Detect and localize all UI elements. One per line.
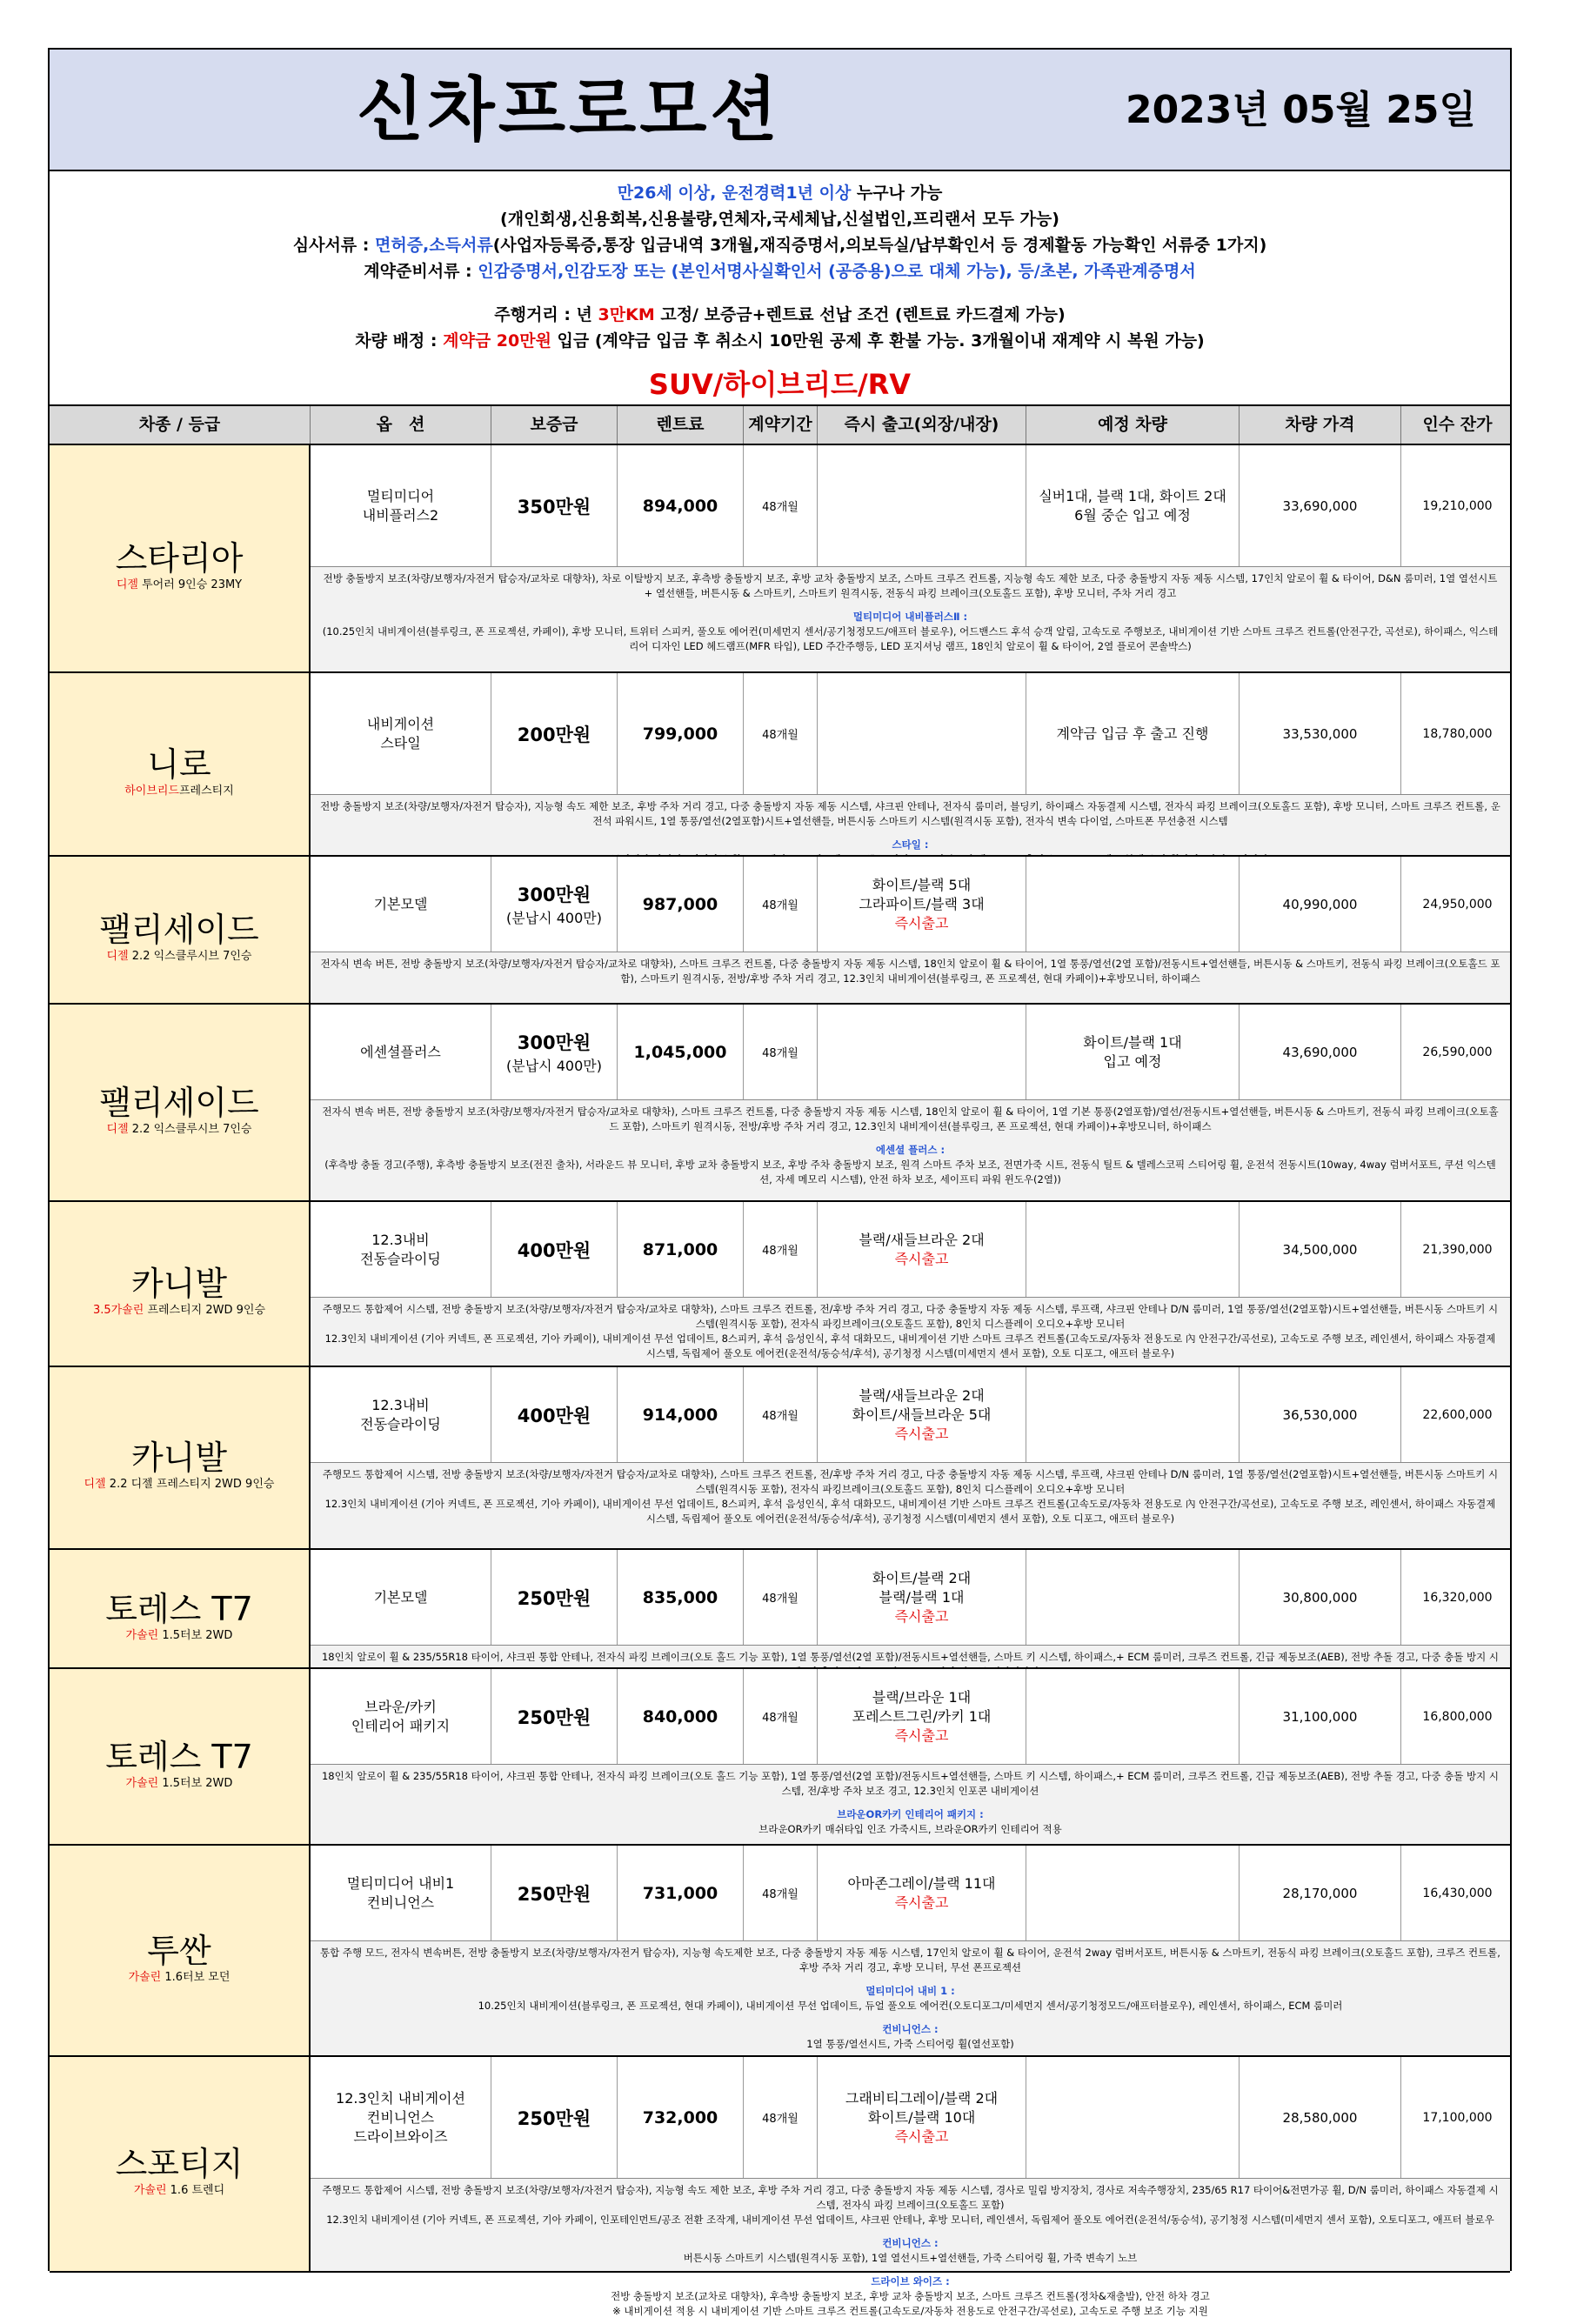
scheduled-vehicle-cell: [1026, 1202, 1240, 1297]
deposit-installment: (분납시 400만): [506, 1058, 602, 1074]
cell-line: 내비게이션: [366, 715, 435, 732]
model-trim: [50, 1626, 309, 1642]
package-description: 12.3인치 내비게이션 (기아 커넥트, 폰 프로젝션, 기아 카페이, 인포테인먼트/공조 전환 조작계, 내비게이션 무선 업데이트, 샤크핀 안테나, 후방 모니터, 레인센서, 독립제어 풀오토 에어컨(운전석/동승석), 공기청정 시스템(미세먼지 센서 포함), 오토디포그, 애프터 블로우: [326, 2214, 1494, 2226]
term-cell: 48개월: [744, 2057, 818, 2178]
model-trim: [50, 1967, 309, 1984]
option-cell: [311, 1550, 491, 1645]
package-description: 주행모드 통합제어 시스템, 전방 충돌방지 보조(차량/보행자/자전거 탑승자/교차로 대향차), 스마트 크루즈 컨트롤, 전/후방 주차 거리 경고, 다중 충돌방지 자동 제동 시스템, 루프랙, 샤크핀 안테나 D/N 룸미러, 1열 통풍/열선(2열포함)시트+열선핸들, 버튼시동 스마트키 시스템(원격시동 포함), 전자식 파킹브레이크(오토홀드 포함), 8인치 디스플레이 오디오+후방 모니터: [322, 1468, 1499, 1495]
cell-line: 에센셜플러스: [360, 1043, 441, 1060]
package-heading: 멀티미디어 내비 1 :: [865, 1985, 955, 1997]
promotion-sheet: [48, 48, 1512, 2317]
header-deposit: 보증금: [491, 406, 618, 444]
cell-line: 그라파이트/블랙 3대: [859, 895, 985, 912]
option-details: [311, 1298, 1510, 1366]
package-heading: 스타일 :: [892, 838, 929, 851]
deposit-cell: [491, 1367, 618, 1462]
cell-line: 블랙/블랙 1대: [879, 1588, 965, 1606]
vehicle-price-cell: 30,800,000: [1240, 1550, 1401, 1645]
header-scheduled: 예정 차량: [1026, 406, 1240, 444]
immediate-stock-cell: [818, 2057, 1026, 2178]
option-details: [311, 952, 1510, 1003]
term-cell: 48개월: [744, 1367, 818, 1462]
fuel-type: 가솔린: [125, 1776, 159, 1790]
cell-line: 화이트/블랙 5대: [872, 876, 972, 893]
spec-line: [311, 445, 1510, 567]
package-description: 전방 충돌방지 보조(교차로 대향차), 후측방 충돌방지 보조, 후방 교차 충돌방지 보조, 스마트 크루즈 컨트롤(정차&재출발), 안전 하차 경고: [611, 2290, 1210, 2302]
fuel-type: 가솔린: [128, 1970, 162, 1984]
details-gap: [319, 2266, 1501, 2274]
package-heading: 브라운OR카키 인테리어 패키지 :: [837, 1808, 984, 1820]
term-cell: 48개월: [744, 1669, 818, 1764]
contract-docs-text: 인감증명서,인감도장 또는 (본인서명사실확인서 (공증용)으로 대체 가능), 등/초본, 가족관계증명서: [478, 262, 1196, 281]
vehicle-price-cell: 40,990,000: [1240, 857, 1401, 952]
title-bar: [50, 50, 1510, 171]
vehicle-row: [50, 1367, 1510, 1550]
vehicle-price-cell: 31,100,000: [1240, 1669, 1401, 1764]
scheduled-vehicle-cell: [1026, 1367, 1240, 1462]
deposit-cell: [491, 1669, 618, 1764]
cell-line: 입고 예정: [1103, 1052, 1162, 1070]
spec-line: [311, 673, 1510, 795]
spec-line: [311, 1669, 1510, 1765]
allocation-highlight: 계약금 20만원: [443, 331, 551, 351]
option-cell: [311, 857, 491, 952]
vehicle-row: [50, 2057, 1510, 2317]
header-model: 차종 / 등급: [50, 406, 311, 444]
residual-value-cell: 16,430,000: [1422, 1886, 1493, 1900]
trim-text: 투어러 9인승 23MY: [137, 578, 243, 591]
residual-value-cell: 21,390,000: [1422, 1242, 1493, 1257]
cell-line: 12.3인치 내비게이션: [336, 2089, 465, 2107]
package-description: 통합 주행 모드, 전자식 변속버튼, 전방 충돌방지 보조(차량/보행자/자전거 탑승자), 지능형 속도제한 보조, 다중 충돌방지 자동 제동 시스템, 17인치 알로이 휠 & 타이어, 운전석 2way 럼버서포트, 버튼시동 & 스마트키, 전동식 파킹 브레이크(오토홀드 포함), 크루즈 컨트롤, 후방 주차 거리 경고, 후방 모니터, 무선 폰프로젝션: [320, 1947, 1500, 1973]
deposit-cell: [491, 673, 618, 794]
deposit-cell: [491, 1846, 618, 1940]
allocation-text: 입금 (계약금 입금 후 취소시 10만원 공제 후 환불 가능. 3개월이내 재계약 시 복원 가능): [551, 331, 1205, 351]
rent-cell: 987,000: [618, 857, 744, 952]
model-cell: [50, 857, 311, 1003]
spec-line: [311, 857, 1510, 952]
residual-value-cell: 22,600,000: [1422, 1407, 1493, 1422]
cell-line: 포레스트그린/카키 1대: [852, 1707, 992, 1725]
eligibility-text: 누구나 가능: [851, 184, 943, 203]
package-description: 버튼시동 스마트키 시스템(원격시동 포함), 1열 열선시트+열선핸들, 가죽 스티어링 휠, 가죽 변속기 노브: [683, 2252, 1138, 2264]
deposit-cell: [491, 2057, 618, 2178]
option-details: [311, 1646, 1510, 1667]
allocation-label: 차량 배정 :: [355, 331, 444, 351]
model-cell: [50, 1202, 311, 1366]
cell-line: 화이트/블랙 1대: [1083, 1033, 1182, 1051]
rent-cell: 894,000: [618, 445, 744, 566]
vehicle-price-cell: 33,530,000: [1240, 673, 1401, 794]
residual-value-cell: 18,780,000: [1422, 726, 1493, 741]
scheduled-vehicle-cell: [1026, 1550, 1240, 1645]
spec-line: [311, 1550, 1510, 1646]
model-name: 토레스 T7: [105, 1589, 253, 1628]
rent-cell: 840,000: [618, 1669, 744, 1764]
cell-line: 화이트/블랙 2대: [872, 1569, 972, 1586]
model-cell: [50, 1669, 311, 1844]
option-details: [311, 1463, 1510, 1548]
package-description: (10.25인치 내비게이션(블루링크, 폰 프로젝션, 카페이), 후방 모니터, 트위터 스피커, 풀오토 에어컨(미세먼지 센서/공기청정모드/애프터 블로우), 어드밴스드 후석 승객 알림, 고속도로 주행보조, 내비게이션 기반 스마트 크루즈 컨트롤(안전구간, 곡선로), 하이패스, 익스테리어 디자인 LED 헤드램프(MFR 타입), LED 주간주행등, LED 포지셔닝 램프, 18인치 알로이 휠 & 타이어, 2열 플로어 콘솔박스): [322, 625, 1499, 652]
cell-line: 12.3내비: [371, 1231, 430, 1248]
deposit-value: 250만원: [517, 1706, 591, 1728]
immediate-stock-cell: [818, 1846, 1026, 1940]
immediate-release-label: 즉시출고: [894, 914, 949, 932]
model-name: 카니발: [130, 1439, 228, 1477]
model-trim: [50, 575, 309, 591]
mileage-highlight: 3만KM: [598, 305, 655, 324]
cell-line: 아마존그레이/블랙 11대: [847, 1874, 996, 1892]
option-cell: [311, 673, 491, 794]
cell-line: 스타일: [380, 734, 421, 751]
model-cell: [50, 1367, 311, 1548]
conditions-section: [50, 171, 1510, 406]
header-term: 계약기간: [744, 406, 818, 444]
model-trim: [50, 1773, 309, 1790]
scheduled-vehicle-cell: [1026, 857, 1240, 952]
package-description: 18인치 알로이 휠 & 235/55R18 타이어, 샤크핀 통합 안테나, 전자식 파킹 브레이크(오토 홀드 기능 포함), 1열 통풍/열선(2열 포함)/전동시트+열선핸들, 스마트 키 시스템, 하이패스,+ ECM 룸미러, 크루즈 컨트롤, 긴급 제동보조(AEB), 전방 추돌 경고, 다중 충돌 방지 시: [321, 1651, 1500, 1663]
residual-value-cell: 26,590,000: [1422, 1045, 1493, 1059]
mileage-label: 주행거리 : 년: [494, 305, 598, 324]
contract-docs-line: [50, 258, 1510, 282]
trim-text: 2.2 익스클루시브 7인승: [128, 1122, 252, 1136]
vehicle-row: [50, 1846, 1510, 2057]
deposit-cell: [491, 445, 618, 566]
model-name: 팰리세이드: [99, 1083, 259, 1122]
immediate-stock-cell: [818, 1005, 1026, 1099]
cell-line: 기본모델: [373, 1588, 428, 1606]
package-description: 12.3인치 내비게이션 (기아 커넥트, 폰 프로젝션, 기아 카페이), 내비게이션 무선 업데이트, 8스피커, 후석 음성인식, 후석 대화모드, 내비게이션 기반 스마트 크루즈 컨트롤(고속도로/자동차 전용도로 內 안전구간/곡선로), 고속도로 주행 보조, 레인센서, 하이패스 자동결제 시스템, 독립제어 풀오토 에어컨(운전석/동승석/후석), 공기청정 시스템(미세먼지 센서 포함), 오토 디포그, 애프터 블로우): [324, 1498, 1496, 1525]
term-cell: 48개월: [744, 1846, 818, 1940]
eligibility-line: [50, 180, 1510, 204]
cell-line: 계약금 입금 후 출고 진행: [1056, 725, 1209, 742]
rent-cell: 799,000: [618, 673, 744, 794]
cell-line: 멀티미디어 내비1: [346, 1874, 455, 1892]
header-immediate: 즉시 출고(외장/내장): [818, 406, 1026, 444]
option-details: [311, 1100, 1510, 1200]
header-rent: 렌트료: [618, 406, 744, 444]
model-cell: [50, 445, 311, 671]
immediate-release-label: 즉시출고: [894, 1726, 949, 1744]
cell-line: 전동슬라이딩: [360, 1415, 441, 1432]
option-cell: [311, 445, 491, 566]
vehicle-price-cell: 34,500,000: [1240, 1202, 1401, 1297]
fuel-type: 하이브리드: [124, 784, 179, 798]
model-trim: [50, 1300, 309, 1317]
package-heading: 드라이브 와이즈 :: [871, 2275, 950, 2287]
vehicle-price-cell: 43,690,000: [1240, 1005, 1401, 1099]
residual-value-cell: 16,320,000: [1422, 1590, 1493, 1605]
spec-line: [311, 1367, 1510, 1463]
deposit-cell: [491, 1550, 618, 1645]
trim-text: 1.5터보 2WD: [158, 1776, 233, 1790]
vehicle-row: [50, 1202, 1510, 1367]
details-gap: [319, 829, 1501, 838]
vehicle-row: [50, 1550, 1510, 1669]
table-header: [50, 406, 1510, 445]
term-cell: 48개월: [744, 445, 818, 566]
immediate-release-label: 즉시출고: [894, 1893, 949, 1911]
package-description: 브라운OR카키 매쉬타입 인조 가죽시트, 브라운OR카키 인테리어 적용: [758, 1823, 1062, 1835]
model-trim: [50, 2180, 309, 2197]
vehicle-price-cell: 36,530,000: [1240, 1367, 1401, 1462]
fuel-type: 가솔린: [133, 2184, 167, 2197]
fuel-type: 가솔린: [125, 1628, 159, 1642]
scheduled-vehicle-cell: [1026, 2057, 1240, 2178]
cell-line: 컨비니언스: [366, 1893, 435, 1911]
option-cell: [311, 1367, 491, 1462]
cell-line: 내비플러스2: [362, 506, 439, 524]
immediate-stock-cell: [818, 673, 1026, 794]
model-trim: [50, 1119, 309, 1136]
model-cell: [50, 673, 311, 855]
vehicle-row: [50, 445, 1510, 673]
eligibility-highlight: 만26세 이상, 운전경력1년 이상: [617, 184, 852, 203]
package-heading: 에센셜 플러스 :: [875, 1144, 946, 1156]
option-cell: [311, 2057, 491, 2178]
package-description: 18인치 알로이 휠 & 235/55R18 타이어, 샤크핀 통합 안테나, 전자식 파킹 브레이크(오토 홀드 기능 포함), 1열 통풍/열선(2열 포함)/전동시트+열선핸들, 스마트 키 시스템, 하이패스,+ ECM 룸미러, 크루즈 컨트롤, 긴급 제동보조(AEB), 전방 추돌 경고, 다중 충돌 방지 시스템, 전/후방 주차 보조 경고, 12.3인치 인포콘 내비게이션: [321, 1770, 1500, 1797]
deposit-value: 300만원: [517, 1032, 591, 1053]
cell-line: 기본모델: [373, 895, 428, 912]
model-cell: [50, 1550, 311, 1667]
rent-cell: 914,000: [618, 1367, 744, 1462]
model-name: 토레스 T7: [105, 1737, 253, 1776]
term-cell: 48개월: [744, 1005, 818, 1099]
residual-value-cell: 19,210,000: [1422, 498, 1493, 513]
package-heading: 컨비니언스 :: [882, 2023, 939, 2035]
spec-line: [311, 1005, 1510, 1100]
residual-value-cell: 17,100,000: [1422, 2110, 1493, 2125]
model-name: 스포티지: [115, 2145, 244, 2183]
mileage-text: 고정/ 보증금+렌트료 선납 조건 (렌트료 카드결제 가능): [654, 305, 1066, 324]
trim-text: 1.6 트렌디: [166, 2184, 225, 2197]
cell-line: 실버1대, 블랙 1대, 화이트 2대: [1039, 487, 1226, 504]
fuel-type: 디젤: [84, 1478, 106, 1491]
review-docs-line: [50, 232, 1510, 256]
package-heading: 멀티미디어 내비플러스Ⅱ :: [852, 611, 968, 623]
cell-line: 그래비티그레이/블랙 2대: [845, 2089, 999, 2107]
page-title: 신차프로모션: [357, 70, 781, 150]
deposit-cell: [491, 1005, 618, 1099]
spec-line: [311, 1202, 1510, 1298]
deposit-cell: [491, 1202, 618, 1297]
immediate-stock-cell: [818, 857, 1026, 952]
option-cell: [311, 1005, 491, 1099]
immediate-stock-cell: [818, 1669, 1026, 1764]
details-gap: [319, 2013, 1501, 2022]
cell-line: 화이트/새들브라운 5대: [852, 1406, 992, 1423]
cell-line: 컨비니언스: [366, 2108, 435, 2126]
eligibility-note: (개인회생,신용회복,신용불량,연체자,국세체납,신설법인,프리랜서 모두 가능): [500, 210, 1059, 229]
package-description: 전방 충돌방지 보조(차량/보행자/자전거 탑승자/교차로 대향차), 차로 이탈방지 보조, 후측방 충돌방지 보조, 후방 교차 충돌방지 보조, 스마트 크루즈 컨트롤, 지능형 속도 제한 보조, 다중 충돌방지 자동 제동 시스템, 17인치 알로이 휠 & 타이어, D&N 룸미러, 1열 열선시트+ 열선핸들, 버튼시동 & 스마트키, 스마트키 원격시동, 전동식 파킹 브레이크(오토홀드 포함), 후방 모니터, 주차 거리 경고: [323, 572, 1498, 599]
term-cell: 48개월: [744, 673, 818, 794]
scheduled-vehicle-cell: [1026, 1005, 1240, 1099]
package-heading: 컨비니언스 :: [882, 2237, 939, 2249]
package-description: 전자식 변속 버튼, 전방 충돌방지 보조(차량/보행자/자전거 탑승자/교차로 대향차), 스마트 크루즈 컨트롤, 다중 충돌방지 자동 제동 시스템, 18인치 알로이 휠 & 타이어, 1열 통풍/열선(2열 포함)/전동시트+열선핸들, 버튼시동 & 스마트키, 전동식 파킹 브레이크(오토홀드 포함), 스마트키 원격시동, 전방/후방 주차 거리 경고, 12.3인치 내비게이션(블루링크, 폰 프로젝션, 현대 카페이)+후방모니터, 하이패스: [320, 958, 1500, 985]
model-name: 투싼: [147, 1931, 211, 1970]
rent-cell: 871,000: [618, 1202, 744, 1297]
spec-line: [311, 2057, 1510, 2179]
option-details: [311, 795, 1510, 855]
immediate-stock-cell: [818, 1367, 1026, 1462]
immediate-release-label: 즉시출고: [894, 1425, 949, 1442]
vehicle-row: [50, 1669, 1510, 1846]
scheduled-vehicle-cell: [1026, 1669, 1240, 1764]
allocation-line: [50, 328, 1510, 351]
details-gap: [319, 2227, 1501, 2236]
vehicle-row: [50, 857, 1510, 1005]
package-description: ※ 내비게이션 적용 시 내비게이션 기반 스마트 크루즈 컨트롤(고속도로/자동차 전용도로 안전구간/곡선로), 고속도로 주행 보조 기능 지원: [612, 2305, 1208, 2317]
deposit-value: 200만원: [517, 724, 591, 745]
cell-line: 12.3내비: [371, 1396, 430, 1413]
option-details: [311, 1765, 1510, 1844]
package-description: (후측방 충돌 경고(주행), 후측방 충돌방지 보조(전진 출차), 서라운드 뷰 모니터, 후방 교차 충돌방지 보조, 후방 주차 충돌방지 보조, 원격 스마트 주차 보조, 전면가죽 시트, 전동식 틸트 & 텔레스코픽 스티어링 휠, 운전석 전동시트(10way, 4way 럼버서포트, 쿠션 익스텐션, 자세 메모리 시스템), 안전 하차 보조, 세이프티 파워 윈도우(2열)): [324, 1159, 1496, 1185]
deposit-value: 300만원: [517, 885, 591, 905]
scheduled-vehicle-cell: [1026, 1846, 1240, 1940]
package-description: 12.3인치 내비게이션 (기아 커넥트, 폰 프로젝션, 기아 카페이), 내비게이션 무선 업데이트, 8스피커, 후석 음성인식, 후석 대화모드, 내비게이션 기반 스마트 크루즈 컨트롤(고속도로/자동차 전용도로 內 안전구간/곡선로), 고속도로 주행 보조, 레인센서, 하이패스 자동결제 시스템, 독립제어 풀오토 에어컨(운전석/동승석/후석), 공기청정 시스템(미세먼지 센서 포함), 오토 디포그, 애프터 블로우): [324, 1332, 1496, 1359]
deposit-value: 250만원: [517, 1587, 591, 1609]
deposit-installment: (분납시 400만): [506, 910, 602, 926]
option-cell: [311, 1846, 491, 1940]
rent-cell: 732,000: [618, 2057, 744, 2178]
model-cell: [50, 2057, 311, 2271]
immediate-stock-cell: [818, 445, 1026, 566]
review-docs-label: 심사서류 :: [292, 236, 375, 255]
package-description: 주행모드 통합제어 시스템, 전방 충돌방지 보조(차량/보행자/자전거 탑승자/교차로 대향차), 스마트 크루즈 컨트롤, 전/후방 주차 거리 경고, 다중 충돌방지 자동 제동 시스템, 루프랙, 샤크핀 안테나 D/N 룸미러, 1열 통풍/열선(2열포함)시트+열선핸들, 버튼시동 스마트키 시스템(원격시동 포함), 전자식 파킹브레이크(오토홀드 포함), 8인치 디스플레이 오디오+후방 모니터: [322, 1303, 1499, 1330]
term-cell: 48개월: [744, 857, 818, 952]
category-title: SUV/하이브리드/RV: [648, 368, 912, 401]
model-trim: [50, 1474, 309, 1491]
deposit-value: 250만원: [517, 2107, 591, 2129]
contract-docs-label: 계약준비서류 :: [364, 262, 478, 281]
vehicle-row: [50, 1005, 1510, 1202]
vehicle-price-cell: 28,170,000: [1240, 1846, 1401, 1940]
cell-line: 전동슬라이딩: [360, 1250, 441, 1267]
vehicle-price-cell: 33,690,000: [1240, 445, 1401, 566]
immediate-stock-cell: [818, 1202, 1026, 1297]
review-docs-text: (사업자등록증,통장 입금내역 3개월,재직증명서,의보득실/납부확인서 등 경제활동 가능확인 서류중 1가지): [492, 236, 1267, 255]
package-description: 전자식 변속 버튼, 전방 충돌방지 보조(차량/보행자/자전거 탑승자/교차로 대향차), 스마트 크루즈 컨트롤, 다중 충돌방지 자동 제동 시스템, 18인치 알로이 휠 & 타이어, 1열 기본 통풍(2열포함)/열선/전동시트+열선핸들, 버튼시동 & 스마트키, 전동식 파킹 브레이크(오토홀드 포함), 스마트키 원격시동, 전방/후방 주차 거리 경고, 12.3인치 내비게이션(블루링크, 폰 프로젝션, 현대 카페이)+후방모니터, 하이패스: [322, 1105, 1499, 1132]
deposit-value: 400만원: [517, 1239, 591, 1261]
cell-line: 멀티미디어: [366, 487, 435, 504]
option-details: [311, 567, 1510, 671]
trim-text: 2.2 익스클루시브 7인승: [128, 950, 252, 963]
header-option: 옵 션: [311, 406, 491, 444]
review-docs-highlight: 면허증,소득서류: [374, 236, 493, 255]
option-cell: [311, 1202, 491, 1297]
trim-text: 프레스티지 2WD 9인승: [144, 1304, 266, 1317]
option-cell: [311, 1669, 491, 1764]
model-trim: [50, 781, 309, 798]
residual-value-cell: 24,950,000: [1422, 897, 1493, 912]
cell-line: 블랙/새들브라운 2대: [859, 1231, 985, 1248]
term-cell: 48개월: [744, 1202, 818, 1297]
deposit-value: 350만원: [517, 496, 591, 518]
vehicle-row: [50, 673, 1510, 857]
model-name: 팰리세이드: [99, 911, 259, 949]
immediate-release-label: 즉시출고: [894, 1250, 949, 1267]
mileage-line: [50, 302, 1510, 325]
model-name: 니로: [147, 745, 211, 784]
cell-line: 드라이브와이즈: [353, 2127, 448, 2145]
trim-text: 1.6터보 모던: [161, 1970, 231, 1984]
cell-line: 브라운/카키: [364, 1698, 437, 1715]
model-name: 스타리아: [115, 539, 244, 578]
package-description: 1열 통풍/열선시트, 가죽 스티어링 휠(열선포함): [806, 2038, 1014, 2050]
model-name: 카니발: [130, 1265, 228, 1303]
fuel-type: 디젤: [106, 950, 129, 963]
details-gap: [319, 1134, 1501, 1143]
model-trim: [50, 946, 309, 963]
rent-cell: 835,000: [618, 1550, 744, 1645]
details-gap: [319, 601, 1501, 610]
trim-text: 프레스티지: [179, 784, 234, 798]
cell-line: 6월 중순 입고 예정: [1074, 506, 1191, 524]
scheduled-vehicle-cell: [1026, 673, 1240, 794]
deposit-value: 400만원: [517, 1405, 591, 1426]
package-description: 주행모드 통합제어 시스템, 전방 충돌방지 보조(차량/보행자/자전거 탑승자), 지능형 속도 제한 보조, 후방 주차 거리 경고, 다중 충돌방지 자동 제동 시스템, 경사로 밀림 방지장치, 경사로 저속주행장치, 235/65 R17 타이어&전면가공 휠, D/N 룸미러, 하이패스 자동결제 시스템, 전자식 파킹 브레이크(오토홀드 포함): [322, 2184, 1499, 2211]
details-gap: [319, 1975, 1501, 1984]
page-date: 2023년 05월 25일: [1125, 88, 1477, 132]
deposit-cell: [491, 857, 618, 952]
cell-line: 블랙/브라운 1대: [872, 1688, 972, 1706]
immediate-stock-cell: [818, 1550, 1026, 1645]
residual-value-cell: 16,800,000: [1422, 1709, 1493, 1724]
fuel-type: 디젤: [116, 578, 138, 591]
details-gap: [319, 1799, 1501, 1807]
package-description: 전방 충돌방지 보조(차량/보행자/자전거 탑승자), 지능형 속도 제한 보조, 후방 주차 거리 경고, 다중 충돌방지 자동 제동 시스템, 샤크핀 안테나, 전자식 룸미러, 블딩키, 하이패스 자동결제 시스템, 전자식 파킹 브레이크(오토홀드 포함), 후방 모니터, 스마트 크루즈 컨트롤, 운전석 파워시트, 1열 통풍/열선(2열포함)시트+열선핸들, 버튼시동 스마트키 시스템(원격시동 포함), 전자식 변속 다이얼, 스마트폰 무선충전 시스템: [320, 800, 1500, 827]
package-description: 10.25인치 내비게이션(블루링크, 폰 프로젝션, 현대 카페이), 내비게이션 무선 업데이트, 듀얼 풀오토 에어컨(오토디포그/미세먼지 센서/공기청정모드/애프터블로우), 레인센서, 하이패스, ECM 룸미러: [478, 2000, 1343, 2012]
header-price: 차량 가격: [1240, 406, 1401, 444]
fuel-type: 디젤: [106, 1122, 129, 1136]
cell-line: 인테리어 패키지: [351, 1717, 451, 1734]
fuel-type: 3.5가솔린: [92, 1304, 144, 1317]
model-cell: [50, 1005, 311, 1200]
trim-text: 2.2 디젤 프레스티지 2WD 9인승: [105, 1478, 275, 1491]
scheduled-vehicle-cell: [1026, 445, 1240, 566]
spec-line: [311, 1846, 1510, 1941]
header-residual: 인수 잔가: [1422, 415, 1493, 434]
immediate-release-label: 즉시출고: [894, 1607, 949, 1625]
cell-line: 화이트/블랙 10대: [867, 2108, 976, 2126]
term-cell: 48개월: [744, 1550, 818, 1645]
immediate-release-label: 즉시출고: [894, 2127, 949, 2145]
rent-cell: 731,000: [618, 1846, 744, 1940]
option-details: [311, 1941, 1510, 2055]
cell-line: 블랙/새들브라운 2대: [859, 1386, 985, 1404]
model-cell: [50, 1846, 311, 2055]
option-details: [311, 2179, 1510, 2317]
vehicle-price-cell: 28,580,000: [1240, 2057, 1401, 2178]
deposit-value: 250만원: [517, 1883, 591, 1905]
trim-text: 1.5터보 2WD: [158, 1628, 233, 1642]
rent-cell: 1,045,000: [618, 1005, 744, 1099]
